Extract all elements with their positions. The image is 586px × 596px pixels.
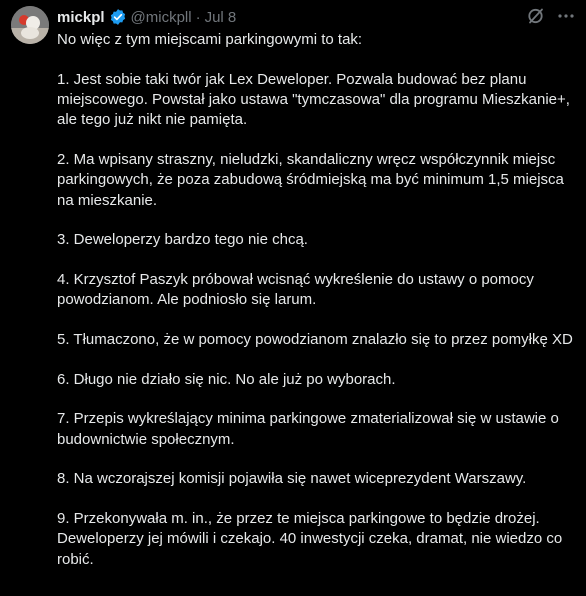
tweet-paragraph: 9. Przekonywała m. in., że przez te miejsca parkingowe to będzie drożej. Deweloperzy jej mówili i czekajo. 40 inwestycji czeka, dramat, nie wiedzo co robić. bbox=[57, 509, 563, 568]
verified-badge-icon bbox=[109, 8, 127, 26]
tweet-paragraph: 2. Ma wpisany straszny, nieludzki, skandaliczny wręcz współczynnik miejsc parkingowych, że poza zabudową śródmiejską ma być minimum 1,5 miejsca na mieszkanie. bbox=[57, 150, 564, 209]
more-icon[interactable] bbox=[556, 6, 576, 26]
tweet-text bbox=[57, 30, 577, 589]
tweet-header bbox=[57, 6, 236, 28]
tweet-paragraph: 1. Jest sobie taki twór jak Lex Deweloper. Pozwala budować bez planu miejscowego. Powstał jako ustawa "tymczasowa" dla programu Mieszkanie+, ale tego już nikt nie pamięta. bbox=[57, 70, 570, 129]
avatar[interactable] bbox=[11, 6, 49, 44]
timestamp[interactable]: Jul 8 bbox=[204, 8, 237, 26]
tweet-paragraph: 4. Krzysztof Paszyk próbował wcisnąć wykreślenie do ustawy o pomocy powodzianom. Ale podniosło się larum. bbox=[57, 270, 534, 309]
author-handle[interactable]: @mickpll bbox=[130, 8, 192, 26]
tweet-paragraph: No więc z tym miejscami parkingowymi to tak: bbox=[57, 31, 363, 48]
separator-dot: · bbox=[195, 8, 201, 26]
tweet-paragraph: 6. Długo nie działo się nic. No ale już po wyborach. bbox=[57, 370, 396, 388]
tweet-paragraph: 3. Deweloperzy bardzo tego nie chcą. bbox=[57, 231, 308, 249]
author-name[interactable]: mickpl bbox=[57, 8, 105, 26]
tweet-paragraph: 5. Tłumaczono, że w pomocy powodzianom znalazło się to przez pomyłkę XD bbox=[57, 330, 573, 348]
grok-icon[interactable] bbox=[526, 6, 546, 26]
tweet-paragraph: 8. Na wczorajszej komisji pojawiła się nawet wiceprezydent Warszawy. bbox=[57, 470, 527, 488]
tweet-paragraph: 7. Przepis wykreślający minima parkingowe zmaterializował się w ustawie o budownictwie społecznym. bbox=[57, 410, 559, 448]
tweet-actions bbox=[526, 6, 576, 26]
